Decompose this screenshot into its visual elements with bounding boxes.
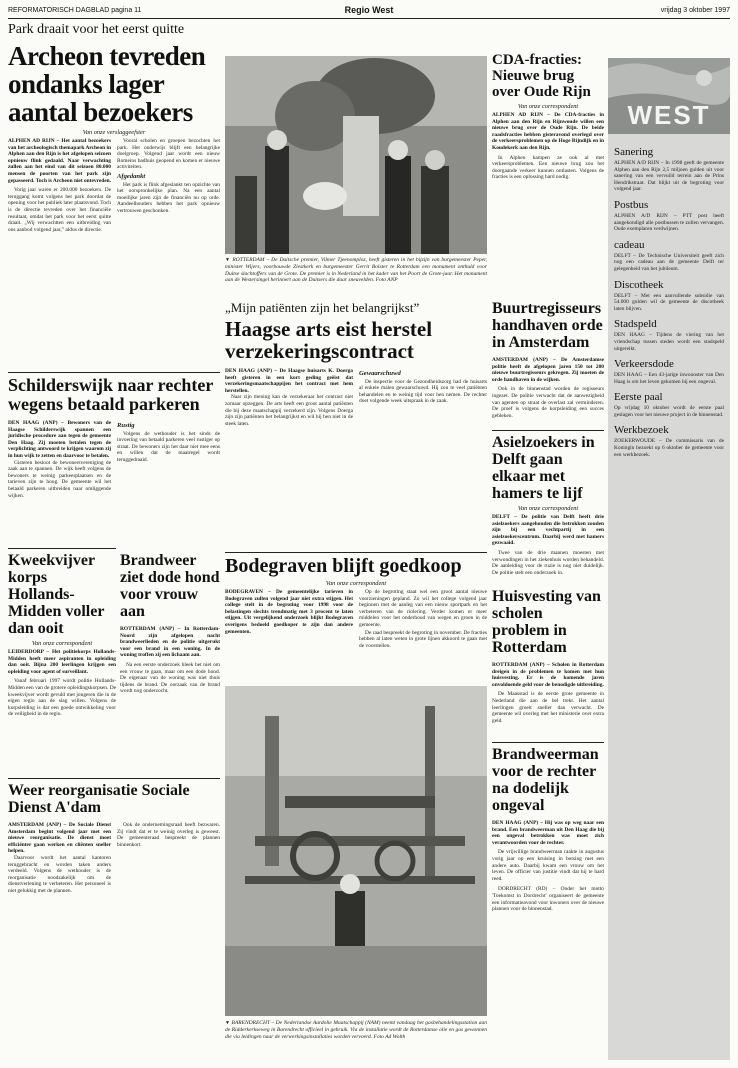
- bodegraven-lead: BODEGRAVEN – De gemeentelijke tarieven in Bodegraven zullen volgend jaar niet extra stijgen. Het college stelt in de begroting voor 1998 voor de belastingen slechts trendmatig met 3 procent te laten stijgen. Uit vergelijkend onderzoek blijkt Bodegraven overigens bedoeld goedkoper te zijn dan andere gemeenten.: [225, 589, 353, 635]
- parking-body: Gisteren besloot de bewonersvereniging de zaak aan te spannen. De wijk heeft volgens de bewoners te weinig parkeerplaatsen en de tarieven zijn te hoog. De gemeente wil het betaald parkeren uitbreiden naar omliggende wijken.: [8, 459, 111, 499]
- sociale-dienst-body-2: Ook de ondernemingsraad heeft bezwaren. Zij vindt dat er te weinig overleg is geweest. De gemeenteraad bespreekt de plannen binnenkort.: [117, 822, 220, 848]
- photo-bottom-caption-text: BARENDRECHT – De Nederlandse Aardolie Maatschappij (NAM) neemt vandaag het gasbehandelingsstation aan de Ridderkerkseweg in Barendrecht officieel in gebruik. Via de installatie wordt de Rotterdamse olie en gas gewonnen die via leidingen naar de verwerkingsinstallaties worden vervoerd.: [225, 1020, 488, 1040]
- photo-top-caption: [225, 257, 487, 284]
- caption-marker-icon: ▼: [225, 1021, 232, 1026]
- lead-body-2: Vooral scholen en groepen bezochten het park. Het onderwijs blijft een belangrijke doelgroep. Volgend jaar wordt een nieuw Romeins badhuis geopend en komen er nieuwe activiteiten.: [117, 138, 220, 171]
- cda-headline[interactable]: CDA-fracties: Nieuwe brug over Oude Rijn: [492, 52, 591, 100]
- photo-bottom-caption: [225, 1020, 487, 1040]
- asylum-body: Twee van de drie mannen moesten met verwondingen in het ziekenhuis worden behandeld. De aanleiding voor de ruzie is nog niet duidelijk. De politie stelt een onderzoek in.: [492, 549, 604, 576]
- sidebar-item-title: Werkbezoek: [614, 424, 669, 437]
- sidebar-items: [608, 136, 730, 1056]
- sidebar-item[interactable]: [614, 239, 724, 273]
- rule-parking: [8, 372, 220, 373]
- sociale-dienst-headline[interactable]: Weer reorganisatie Sociale Dienst A'dam: [8, 782, 190, 816]
- newspaper-title: REFORMATORISCH DAGBLAD pagina 11: [8, 7, 142, 14]
- lead-kicker: Park draait voor het eerst quitte: [8, 22, 185, 37]
- sidebar-item-text: ALPHEN A/D RIJN – PTT post heeft aangekondigd alle postbussen te zullen vervangen. Oude exemplaren verdwijnen.: [614, 212, 724, 233]
- fire-story: [120, 552, 220, 772]
- sidebar-item-title: Stadspeld: [614, 318, 657, 331]
- photo-bottom-credit: Foto Ad Wolth: [373, 1033, 406, 1040]
- sidebar-item-text: DELFT – De Technische Universiteit geeft zich nog een cadeau aan de gemeente Delft ter gelegenheid van het jubileum.: [614, 252, 724, 272]
- sidebar-item[interactable]: [614, 391, 724, 418]
- dordrecht-note: DORDRECHT (RD) – Onder het motto 'Toekomst in Dordrecht' organiseert de gemeente een informatieavond voor inwoners over de nieuwe plannen voor de binnenstad.: [492, 886, 604, 913]
- rule-brandweerman: [492, 742, 604, 743]
- asylum-lead: DELFT – De politie van Delft heeft drie asielzoekers aangehouden die betrokken zouden zijn bij een vechtpartij in een asielzoekerscentrum. Daarbij werd met hamers gezwaaid.: [492, 514, 604, 547]
- amsterdam-body: Ook in de binnenstad worden de regisseurs ingezet. De politie verwacht dat de aanwezigheid van agenten op straat de overlast zal verminderen. De proef is volgens de korpsleiding een succes gebleken.: [492, 386, 604, 419]
- quote-kicker: „Mijn patiënten zijn het belangrijkst”: [225, 300, 420, 315]
- bodegraven-headline[interactable]: Bodegraven blijft goedkoop: [225, 556, 462, 577]
- parking-lead: DEN HAAG (ANP) – Bewoners van de Haagse Schilderswijk spannen een juridische procedure aan tegen de gemeente Den Haag. Zij moeten betalen tegen de verplichting antwoord te krijgen waarom zij in hun wijk te zetten en daarvoor te betalen.: [8, 420, 111, 459]
- brandweerman-headline[interactable]: Brandweerman voor de rechter na dodelijk ongeval: [492, 746, 599, 814]
- photo-top-credit: Foto ANP: [375, 277, 398, 284]
- photo-gas-station: [225, 686, 487, 1016]
- schools-body: De Maasstad is de eerste grote gemeente in Nederland die aan de bel trekt. Het aantal leerlingen groeit sneller dan verwacht. De gemeente wil overleg met het ministerie over extra geld.: [492, 691, 604, 724]
- sidebar-item-title: Sanering: [614, 146, 654, 158]
- lead-intro: ALPHEN AD RIJN – Het aantal bezoekers van het archeologisch themapark Archeon in Alphen aan den Rijn is het afgelopen seizoen opnieuw flink gedaald. Naar verwachting zullen aan het eind van dit seizoen 80.000 mensen de poorten van het park zijn gepasseerd. Toch is Archeon niet ontevreden.: [8, 138, 111, 184]
- lead-subhead: Afgedankt: [117, 172, 146, 180]
- photo-monument: [225, 56, 487, 254]
- brandweerman-body: De vrijwillige brandweerman raakte in augustus vorig jaar op een kruising in botsing met een andere auto. Daarbij kwam een vrouw om het leven. De officier van justitie vindt dat hij te hard reed.: [492, 849, 604, 882]
- rule-asylum: [492, 430, 604, 431]
- caption-marker-icon: ▼: [225, 258, 233, 263]
- fire-headline[interactable]: Brandweer ziet dode hond voor vrouw aan: [120, 552, 220, 620]
- page-header: [8, 4, 730, 18]
- masthead-title: WEST: [627, 100, 711, 130]
- monument-photo-illustration: [225, 56, 487, 254]
- schools-lead: ROTTERDAM (ANP) – Scholen in Rotterdam dreigen in de problemen te komen met hun huisvesting. Er is de komende jaren onvoldoende geld voor de benodigde uitbreiding.: [492, 662, 604, 688]
- lead-body-1: Vorig jaar waren er 200.000 bezoekers. De teruggang komt volgens het park doordat de opening voor het publiek later plaatsvond. Toch is de directie tevreden over het financiële resultaat, omdat het park voor het eerst quitte draait. „Wij verwachtten een uitbreiding van ons aanbod volgend jaar,” aldus de directie.: [8, 187, 111, 233]
- amsterdam-story: [492, 300, 604, 430]
- kweekvijver-byline: Van onze correspondent: [31, 640, 93, 647]
- bodegraven-body: Op de begroting staat wel een groot aantal nieuwe voorzieningen gepland. Zo wil het college volgend jaar beginnen met de aanleg van een nieuw sportpark en het verbeteren van de riolering. Verder komen er meer middelen voor het onderhoud van wegen en groen in de gemeente.: [359, 589, 487, 628]
- asylum-headline[interactable]: Asielzoekers in Delft gaan elkaar met hamers te lijf: [492, 434, 595, 502]
- quote-story: [225, 300, 487, 545]
- sidebar-item-title: cadeau: [614, 238, 645, 251]
- sidebar-item-text: DEN HAAG – Tijdens de viering van het vriendschap tussen steden wordt een stadspeld uitgereikt.: [614, 332, 724, 352]
- brandweerman-lead: DEN HAAG (ANP) – Hij was op weg naar een brand. Een brandweerman uit Den Haag die bij een ongeval betrokken was moet zich verantwoorden voor de rechter.: [492, 820, 604, 846]
- issue-date: vrijdag 3 oktober 1997: [660, 7, 730, 14]
- sidebar-item-title: Eerste paal: [614, 391, 663, 404]
- amsterdam-lead: AMSTERDAM (ANP) – De Amsterdamse politie heeft de afgelopen jaren 150 tot 200 nieuwe buurtregisseurs gekregen. Zij moeten de orde handhaven in de wijken.: [492, 357, 604, 383]
- sidebar-item[interactable]: [614, 146, 724, 193]
- quote-headline[interactable]: Haagse arts eist herstel verzekeringscontract: [225, 317, 433, 363]
- quote-body-2: De inspectie voor de Gezondheidszorg had de huisarts al enkele malen gewaarschuwd. Hij zou te veel patiënten behandelen en te weinig tijd voor hen nemen. De rechter doet volgende week uitspraak in de zaak.: [359, 378, 487, 405]
- photo-top-caption-text: ROTTERDAM – De Duitsche premier, Vilmer Tjeenomploz, heeft gisteren in het bijzijn van burgemeester Peper, minister Wijers, voorbouwde Ziestkerk en burgemeester Gerrit Bolster te Rotterdam een monument onthuld voor Duitse slachtoffers van de Grote. De premier is in Nederland in het kader van het Poort de Grote-jaar. Het monument aan de Westersingel herinnert aan de Duitsers die daar sneuvelden.: [225, 257, 488, 284]
- schools-story: [492, 588, 604, 738]
- sidebar-item[interactable]: [614, 279, 724, 313]
- sidebar-item[interactable]: [614, 424, 724, 458]
- cda-lead: ALPHEN AD RIJN – De CDA-fracties in Alphen aan den Rijn en Rijnwoude willen een nieuwe brug over de Oude Rijn. De beide raadsfracties hebben gisteravond overlegd over de verkeersproblemen op de Hoge Rijndijk en in Koudekerk aan den Rijn.: [492, 112, 604, 151]
- lead-columns: [8, 138, 220, 234]
- quote-body: Naar zijn mening kan de verzekeraar het contract niet zomaar opzeggen. De arts heeft een groot aantal patiënten die bij deze maatschappij verzekerd zijn. Volgens Doerga zijn zijn patiënten het belangrijkst en wil hij hen niet in de steek laten.: [225, 394, 353, 427]
- rule-sociale-dienst: [8, 778, 220, 779]
- sidebar-item-text: ZOEKERWOUDE – De commissaris van de Koningin bezoekt op 6 oktober de gemeente voor een werkbezoek.: [614, 438, 724, 458]
- lead-story: [8, 22, 220, 370]
- sociale-dienst-body: Daarvoor wordt het aantal kantoren teruggebracht en worden taken anders verdeeld. Volgens de wethouder is de reorganisatie noodzakelijk om de dienstverlening te verbeteren. Het personeel is niet gelukkig met de plannen.: [8, 854, 111, 894]
- sidebar-item[interactable]: [614, 318, 724, 352]
- regio-west-masthead: [608, 58, 730, 134]
- bodegraven-byline: Van onze correspondent: [325, 580, 387, 587]
- rule-kweekvijver: [8, 548, 116, 549]
- header-rule: [8, 18, 730, 19]
- parking-story: [8, 376, 220, 536]
- parking-body-2: Volgens de wethouder is het sinds de invoering van betaald parkeren veel rustiger op straat. De bewoners zijn het daar niet mee eens en willen dat de maatregel wordt teruggedraaid.: [117, 430, 220, 463]
- sidebar-item-text: DEN HAAG – Een 43-jarige inwoonster van Den Haag is om het leven gekomen bij een ongeval.: [614, 372, 724, 385]
- sociale-dienst-story: [8, 782, 220, 1060]
- brandweerman-story: [492, 746, 604, 1060]
- sidebar-item-title: Discotheek: [614, 278, 664, 291]
- kweekvijver-headline[interactable]: Kweekvijver korps Hollands-Midden voller dan ooit: [8, 552, 105, 637]
- amsterdam-headline[interactable]: Buurtregisseurs handhaven orde in Amsterdam: [492, 300, 603, 351]
- parking-subhead: Rustig: [117, 422, 135, 429]
- rule-bodegraven: [225, 552, 487, 553]
- lead-body-3: Het park is flink afgeslankt ten opzichte van het oorspronkelijke plan. Na een aantal moeilijke jaren zijn de financiën nu op orde. Aandeelhouders hebben het park opnieuw vertrouwen geschonken.: [117, 181, 220, 214]
- kweekvijver-lead: LEIDERDORP – Het politiekorps Hollands-Midden heeft meer aspiranten in opleiding dan ooit. Bijna 200 leerlingen krijgen een opleiding voor agent of surveillant.: [8, 649, 116, 675]
- kweekvijver-story: [8, 552, 116, 772]
- bodegraven-body-2: De raad bespreekt de begroting in november. De fracties hebben al laten weten in grote lijnen akkoord te gaan met de voorstellen.: [359, 629, 487, 649]
- sidebar-item-text: Op vrijdag 10 oktober wordt de eerste paal geslagen voor het nieuwe project in de binnenstad.: [614, 405, 724, 418]
- fire-body: Na een eerste onderzoek bleek het niet om een vrouw te gaan, maar om een dode hond. De eigenaar van de woning was niet thuis tijdens de brand. De oorzaak van de brand wordt nog onderzocht.: [120, 661, 220, 695]
- sidebar-item-text: DELFT – Met een aanvullende subsidie van 54.000 gulden wil de gemeente de discotheek laten blijven.: [614, 292, 724, 312]
- gas-station-photo-illustration: [225, 686, 487, 1016]
- bodegraven-story: [225, 556, 487, 680]
- cda-story: [492, 52, 604, 292]
- kweekvijver-body: Vanaf februari 1997 wordt politie Hollands-Midden een van de grotere opleidingskorpsen. De kweekvijver wordt gevuld met jongeren die in de eigen regio aan de slag willen. Volgens de korpsleiding is dat een goede ontwikkeling voor de veiligheid in de regio.: [8, 678, 116, 718]
- sociale-dienst-lead: AMSTERDAM (ANP) – De Sociale Dienst Amsterdam begint volgend jaar met een nieuwe reorganisatie. De dienst moet efficiënter gaan werken en cliënten sneller helpen.: [8, 822, 111, 855]
- schools-headline[interactable]: Huisvesting van scholen problem in Rotterdam: [492, 588, 601, 656]
- sidebar-item[interactable]: [614, 358, 724, 385]
- cda-byline: Van onze correspondent: [517, 103, 579, 110]
- sidebar-item-title: Verkeersdode: [614, 358, 674, 371]
- sidebar-item[interactable]: [614, 199, 724, 233]
- quote-lead: DEN HAAG (ANP) – De Haagse huisarts K. Doerga heeft gisteren in een kort geding geëist dat verzekeringsmaatschappijen het contract met hem herstellen.: [225, 368, 353, 394]
- cda-body: In Alphen kampen ze ook al met verkeersproblemen. Een nieuwe brug zou het doorgaande verkeer kunnen ontlasten. Volgens de fracties is een oplossing hard nodig.: [492, 154, 604, 181]
- section-title: Regio West: [344, 5, 394, 15]
- asylum-byline: Van onze correspondent: [517, 505, 579, 512]
- parking-headline[interactable]: Schilderswijk naar rechter wegens betaald parkeren: [8, 376, 213, 414]
- asylum-story: [492, 434, 604, 584]
- fire-lead: ROTTERDAM (ANP) – In Rotterdam-Noord zijn afgelopen nacht brandweerlieden en de politie uitgerukt voor een brand in een woning. In de woning troffen zij een lichaam aan.: [120, 626, 220, 659]
- lead-headline[interactable]: Archeon tevreden ondanks lager aantal bezoekers: [8, 41, 206, 127]
- sidebar-item-title: Postbus: [614, 198, 649, 211]
- sidebar-item-text: ALPHEN A/D RIJN – In 1998 geeft de gemeente Alphen aan den Rijn 2,5 miljoen gulden uit voor sanering van een vervuild terrein aan de Prins Hendrikstraat. Dat blijkt uit de begroting voor volgend jaar.: [614, 160, 724, 193]
- lead-byline: Van onze verslaggeefster: [82, 129, 146, 136]
- quote-subhead: Gewaarschuwd: [359, 370, 401, 377]
